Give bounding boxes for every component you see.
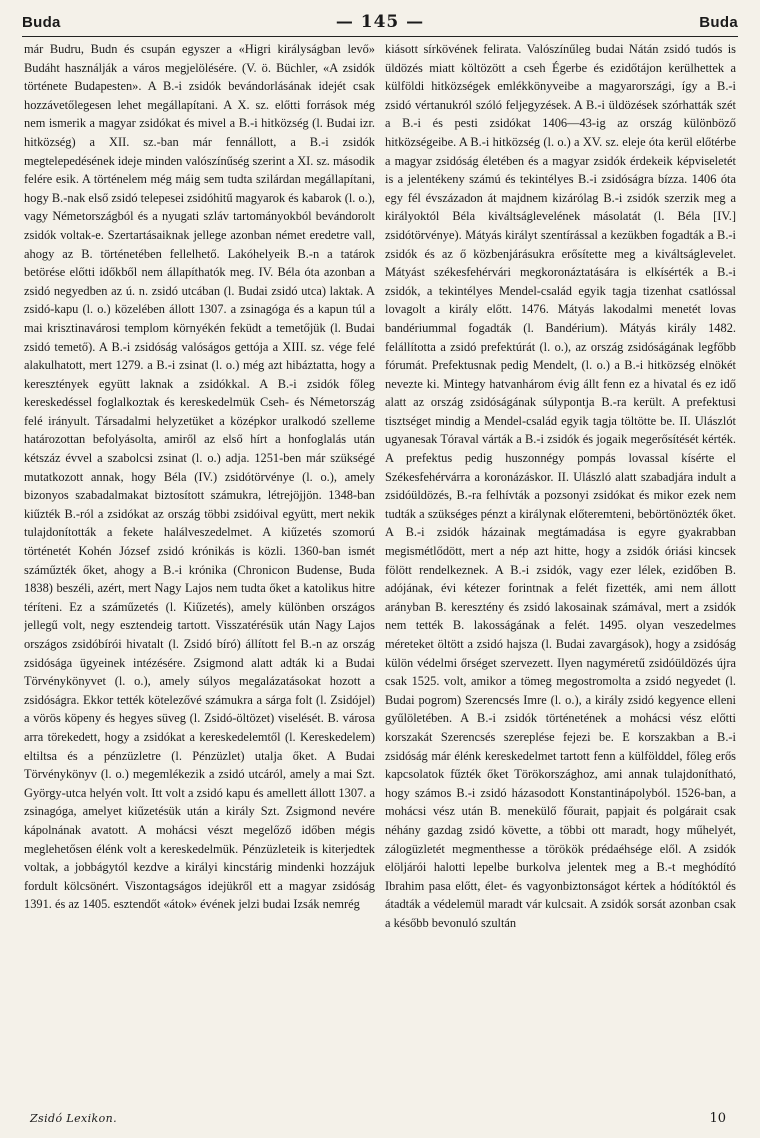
text-columns	[24, 40, 736, 1098]
right-column-text: kiásott sírkövének felirata. Valószínűleg budai Nátán zsidó tudós is üldözés miatt költözött a cseh Égerbe és ezidőtájon kerülhettek a külföldi hitközségek emlékkönyveibe a magyarországi, így a B.-i zsidó vértanukról szóló feljegyzések. A B.-i üldözések szórhatták szét a B.-i és pesti zsidókat 1406—43-ig az ország különböző hitközségeibe. A B.-i hitközség (l. o.) a XV. sz. eleje óta kerül előtérbe a magyar zsidóság életében és a magyar zsidók érdekeik képviseletét is a jelentékeny számú és tekintélyes B.-i zsidóságra bízza. 1406 óta egy fél évszázadon át majdnem kizárólag B.-i zsidók szerzik meg a királyoktól Béla kiváltságlevelének másolatát (l. Béla [IV.] zsidótörvénye). Mátyás királyt szentírással a kezükben fogadták a B.-i zsidók és az ő közbenjárásukra erősítette meg a kiváltságlevelet. Mátyást székesfehérvári megkoronáztatására is elkísérték a B.-i zsidók, a tekintélyes Mendel-család egyik tagja tizenhat csatlóssal lovagolt a király előtt. 1476. Mátyás lakodalmi menetét lovas bandériummal fogadták (l. Bandérium). Mátyás király 1482. felállította a zsidó prefektúrát (l. o.), az ország zsidóságának legfőbb fórumát. Prefektusnak pedig Mendelt, (l. o.) a B.-i hitközség elnökét nevezte ki. Mintegy hatvanhárom évig állt fenn ez a hivatal és ez idő alatt az ország zsidóságának súlypontja B.-ra került. A prefektusi tisztséget mindig a Mendel-család egyik tagja töltötte be. II. Ulászlót ugyanesak Tóraval várták a B.-i zsidók és jogaik megerősítését kérték. A prefektus pedig huszonnégy pompás lovassal kísérte el Székesfehérvárra a koronázáskor. II. Ulászló alatt szabadjára indult a zsidóüldözés, B.-ra felhívták a pozsonyi zsidókat és mikor ezek nem tudták a szükséges pénzt a királynak előteremteni, bebörtönözték őket. A B.-i zsidók házainak megtámadása is egyre gyakrabban megismétlődött, mert a nép azt hitte, hogy a zsidók óriási kincsek fölött rendelkeznek. A B.-i zsidók, vagy ezer lélek, ezidőben B. adójának, évi kétezer forintnak a felét fizették, ami nem állott arányban B. keresztény és zsidó lakosainak számával, mert a zsidók nem tették B. lakosságának a felét. 1495. olyan veszedelmes méreteket öltött a zsidó hajsza (l. Budai zavargások), hogy a zsidóság külön védelmi őrséget szervezett. Ilyen nagyméretű zsidóüldözés újra csak 1525. volt, amikor a tömeg megostromolta a zsidó negyedet (l. Budai pogrom) Szerencsés Imre (l. o.), a király zsidó kegyence elleni gyűlöletében. A B.-i zsidók történetének a mohácsi vész előtti korszakát Szerencsés szereplése fejezi be. E korszakban a B.-i zsidóság már élénk kereskedelmet tartott fenn a külfölddel, főleg erős kapcsolatok fűzték őket Törökországhoz, ami annak tulajdonítható, hogy számos B.-i zsidó házasodott Konstantinápolyból. 1526-ban, a mohácsi vész után B. menekülő főurait, papjait és polgárait csak néhány gazdag zsidó követte, a többi ott maradt, hogy műhelyét, zálogüzletét megmenthesse a törökök prédaéhsége elől. A zsidók elöljárói halotti lepelbe burkolva jelentek meg a B.-t meghódító Ibrahim pasa előtt, élet- és vagyonbiztonságot kértek a hódítóktól és átadták a védelemül maradt vár kulcsait. A zsidók sorsát azonban csak a később bevonuló szultán	[385, 42, 736, 930]
left-column	[24, 40, 375, 1098]
page-footer	[30, 1106, 726, 1130]
page-header	[22, 8, 738, 37]
page-number: — 145 —	[335, 12, 425, 32]
left-column-text: már Budru, Budn és csupán egyszer a «Higri királyságban levő» Budáht használják a város megjelölésére. (V. ö. Büchler, «A zsidók története Budapesten». A B.-i zsidók bevándorlásának idejét csak hozzávetőlegesen lehet megállapítani. A X. sz. előtti források még nem ismerik a magyar zsidókat és mivel a B.-i hitközség (l. Budai izr. hitközség) a XII. sz.-ban már fennállott, a B.-i zsidók megtelepedésének ideje minden valószínűség szerint a XI. sz. második felére esik. A történelem még máig sem tudta szilárdan megállapítani, hogy B.-nak első zsidó telepesei zsidóhitű magyarok és kabarok (l. o.), vagy Németországból és a nyugati szláv tartományokból bevándorolt zsidók voltak-e. Szertartásaiknak jellege azonban német eredetre vall, ahogy az B. történetében fellelhető. Lakóhelyeik B.-n a tatárok betörése előtti időkből nem állapíthatók meg. IV. Béla óta azonban a zsidó negyedben az ú. n. zsidó utcában (l. Budai zsidó utca) laktak. A zsidó-kapu (l. o.) közelében állott 1307. a zsinagóga és a kapun túl a mai krisztinavárosi templom környékén feküdt a temetőjük (l. Budai zsidó temető). A B.-i zsidóság valóságos gettója a XIII. sz. vége felé alakulhatott, mert 1279. a B.-i zsinat (l. o.) még azt hibáztatta, hogy a keresztények együtt laknak a zsidókkal. A B.-i zsidók főleg kereskedéssel foglalkoztak és kereskedelmük Cseh- és Németország felé irányult. Társadalmi helyzetüket a középkor uralkodó szelleme határozottan befolyásolta, amiről az első hírt a honfoglalás után kétszáz évvel a szabolcsi zsinat (l. o.) adja. 1251-ben már szükségé mutatkozott annak, hogy Béla (IV.) zsidótörvénye (l. o.), amely bizonyos szabadalmakat biztosított számukra, létrejöjjön. 1348-ban kiűzték B.-ról a zsidókat az ország többi zsidóival együtt, mert nekik tulajdonították a fekete halálveszedelmet. A kiűzetés szomorú történetét Kohén József zsidó krónikás is közli. 1360-ban ismét száműzték őket, ahogy a B.-i krónika (Chronicon Budense, Buda 1838) beszéli, azért, mert Nagy Lajos nem tudta őket a katolikus hitre téríteni. Ez a száműzetés (l. Kiűzetés), amely különben országos jellegű volt, negy esztendeig tartott. Visszatérésük után Nagy Lajos országos zsidóbírói hivatalt (l. Zsidó bíró) állított fel B.-n az ország zsidósága ügyeinek intézésére. Zsigmond alatt adták ki a Budai Törvénykönyvet (l. o.), amely súlyos megalázatásokat hozott a zsidóságra. Ekkor tették kötelezővé számukra a sárga folt (l. Zsidójel) a vörös köpeny és hegyes süveg (l. Zsidó-öltözet) viselését. B. városa arra törekedett, hogy a zsidókat a kereskedelemtől (l. Kereskedelem) eltiltsa és a pénzüzletre (l. Pénzüzlet) utalja őket. A Budai Törvénykönyv (l. o.) megemlékezik a zsidó utcáról, amely a mai Szt. György-utca helyén volt. Itt volt a zsidó kapu és amellett állott 1307. a zsinagóga, amelyet kiűzetésük után a király Szt. Zsigmond nevére kápolnának avatott. A mohácsi vészt megelőző időben mégis meglehetősen élénk volt a kereskedelmük. Pénzüzleteik is kiterjedtek voltak, a jobbágytól kezdve a királyi kincstárig mindenki hozzájuk fordult kölcsönért. Viszontagságos idejükről ett a magyar zsidóság 1391. és az 1405. esztendőt «átok» évének jelzi budai Izsák nemrég	[24, 42, 375, 912]
right-column	[385, 40, 736, 1098]
sheet-number: 10	[709, 1110, 726, 1126]
publication-name: Zsidó Lexikon.	[30, 1111, 117, 1125]
running-head-right: Buda	[699, 13, 738, 31]
running-head-left: Buda	[22, 13, 61, 31]
